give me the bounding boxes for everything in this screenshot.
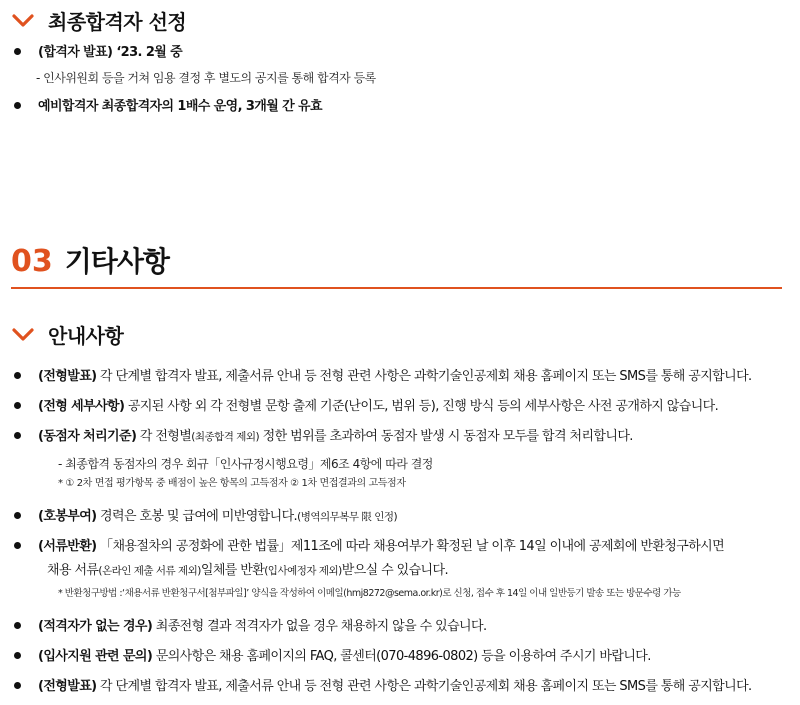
item-label: (서류반환) <box>38 539 97 554</box>
bullet-dot <box>14 652 21 659</box>
chapter-title: 기타사항 <box>64 245 169 278</box>
item-continuation <box>47 562 448 580</box>
list-item <box>14 98 322 116</box>
bullet-dot <box>14 48 21 55</box>
divider <box>11 287 782 289</box>
item-text: 공지된 사항 외 각 전형별 문항 출제 기준(난이도, 범위 등), 진행 방식 등의 세부사항은 사전 공개하지 않습니다. <box>124 399 719 414</box>
list-item <box>14 44 182 62</box>
list-item <box>14 648 651 666</box>
item-text: 각 단계별 합격자 발표, 제출서류 안내 등 전형 관련 사항은 과학기술인공제회 채용 홈페이지 또는 SMS를 통해 공지합니다. <box>96 369 752 384</box>
section-title: 최종합격자 선정 <box>48 10 187 34</box>
item-label: (적격자가 없는 경우) <box>38 619 153 634</box>
bullet-dot <box>14 682 21 689</box>
cont-note: (입사예정자 제외) <box>264 565 342 577</box>
item-note: (최종합격 제외) <box>191 431 260 443</box>
item-text: 문의사항은 채용 홈페이지의 FAQ, 콜센터(070-4896-0802) 등을 이용하여 주시기 바랍니다. <box>152 649 651 664</box>
cont-note: (온라인 제출 서류 제외) <box>98 565 201 577</box>
item-text: 각 전형별 <box>136 429 192 444</box>
list-item <box>14 618 486 636</box>
cont-text: 일체를 반환 <box>200 563 265 578</box>
list-item <box>14 678 752 696</box>
footnote: * ① 2차 면접 평가항목 중 배점이 높은 항목의 고득점자 ② 1차 면접결과의 고득점자 <box>58 478 406 489</box>
section-header-final <box>12 6 186 35</box>
item-label: (동점자 처리기준) <box>38 429 137 444</box>
bullet-dot <box>14 512 21 519</box>
item-label: (전형발표) <box>38 679 97 694</box>
item-label: (전형발표) <box>38 369 97 384</box>
item-label: (입사지원 관련 문의) <box>38 649 153 664</box>
item-label: (전형 세부사항) <box>38 399 125 414</box>
item-label: (호봉부여) <box>38 509 97 524</box>
cont-text: 받으실 수 있습니다. <box>341 563 448 578</box>
chapter-number: 03 <box>11 244 53 279</box>
item-label: (합격자 발표) ‘23. 2월 중 <box>38 45 183 60</box>
chapter-heading <box>11 240 169 280</box>
sub-item: - 인사위원회 등을 거쳐 임용 결정 후 별도의 공지를 통해 합격자 등록 <box>36 71 376 85</box>
bullet-dot <box>14 622 21 629</box>
item-label: 예비합격자 최종합격자의 1배수 운영, 3개월 간 유효 <box>38 99 322 114</box>
item-text: 정한 범위를 초과하여 동점자 발생 시 동점자 모두를 합격 처리합니다. <box>259 429 633 444</box>
list-item <box>14 538 724 556</box>
list-item <box>14 428 633 446</box>
item-text: 각 단계별 합격자 발표, 제출서류 안내 등 전형 관련 사항은 과학기술인공제회 채용 홈페이지 또는 SMS를 통해 공지합니다. <box>96 679 752 694</box>
section-header-notice <box>12 320 123 349</box>
section-title: 안내사항 <box>48 324 124 348</box>
list-item <box>14 368 752 386</box>
chevron-down-icon <box>12 328 34 342</box>
item-note: (병역의무복무 限 인정) <box>297 511 398 523</box>
bullet-dot <box>14 402 21 409</box>
item-text: 경력은 호봉 및 급여에 미반영합니다. <box>96 509 298 524</box>
list-item <box>14 508 397 526</box>
cont-text: 채용 서류 <box>47 563 99 578</box>
bullet-dot <box>14 542 21 549</box>
footnote: * 반환청구방법 :‘채용서류 반환청구서[첨부파일]’ 양식을 작성하여 이메일(hmj8272@sema.or.kr)로 신청, 접수 후 14일 이내 일반등기 발송 또는 방문수령 가능 <box>58 588 681 599</box>
item-text: 최종전형 결과 적격자가 없을 경우 채용하지 않을 수 있습니다. <box>152 619 487 634</box>
bullet-dot <box>14 372 21 379</box>
chevron-down-icon <box>12 14 34 28</box>
bullet-dot <box>14 102 21 109</box>
sub-item: - 최종합격 동점자의 경우 회규「인사규정시행요령」제6조 4항에 따라 결정 <box>58 457 433 471</box>
item-text: 「채용절차의 공정화에 관한 법률」제11조에 따라 채용여부가 확정된 날 이후 14일 이내에 공제회에 반환청구하시면 <box>96 539 725 554</box>
bullet-dot <box>14 432 21 439</box>
list-item <box>14 398 718 416</box>
